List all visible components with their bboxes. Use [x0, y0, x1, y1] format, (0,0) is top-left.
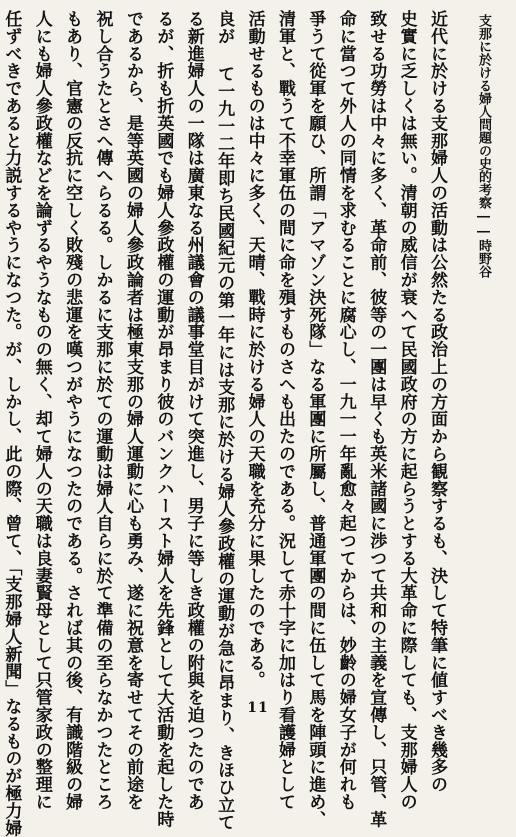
text-line: るが、折も折英國でも婦人參政權の運動が昂まり彼のバンクハースト婦人を先鋒として大活動を起した時: [153, 10, 174, 828]
text-line: もあり、官憲の反抗に空しく敗殘の悲運を嘆つがやうになつたのである。されば其の後、有識階級の婦: [62, 10, 83, 811]
text-line: 活動せるものは中々に多く、天晴、戰時に於ける婦人の天職を充分に果したのである。: [244, 10, 265, 689]
text-line: 祝し合うたとさへ傳へらるる。しかるに支那に於ての運動は婦人自らに於て準備の至らなかつたところ: [92, 10, 113, 811]
text-line: 清軍と、戰うて不幸軍伍の間に命を殞すものさへも出たのである。況して赤十字に加はり看護婦として: [274, 10, 295, 811]
text-line: る新進婦人の一隊は廣東なる州議會の議事堂目がけて突進し、男子に等しき政權の附與を迫つたのであ: [183, 10, 204, 811]
text-line: であるから、是等英國の婦人參政論者は極東支那の婦人運動に心も勇み、遂に祝意を寄せてその前途を: [122, 10, 143, 811]
text-line: 人にも婦人參政權などを論ずるやうなものの無く、却て婦人の天職は良妻賢母として只管家政の整理に: [31, 10, 52, 811]
text-line: 爭うて從軍を願ひ、所謂「アマゾン決死隊」なる軍團に所屬し、普通軍團の間に伍して馬を陣頭に進め、: [305, 10, 326, 828]
running-header: 支那に於ける婦人問題の史的考察――時野谷: [476, 14, 491, 278]
text-line: 致せる功勞は中々に多く、革命前、彼等の一團は早くも英米諸國に渉つて共和の主義を宣傳し、只管、革: [366, 10, 387, 828]
page-number: 11: [247, 700, 269, 716]
text-line: 良が て一九一二年即ち民國紀元の第一年には支那に於ける婦人參政權の運動が急に昂まり、きほひ立て: [214, 10, 235, 831]
text-line: 史實に乏しくは無い。清朝の威信が衰へて民國政府の方に起らうとする大革命に際しても、支那婦人の: [396, 10, 417, 811]
text-line: 近代に於ける支那婦人の活動は公然たる政治上の方面から観察するも、決して特筆に値すべき幾多の: [427, 10, 447, 793]
text-line: 任ずべきであると力説するやうになつた。が、しかし、此の際、曾て、「支那婦人新聞」なるものが極力婦: [1, 10, 22, 837]
text-line: 命に當つて外人の同情を求むることに腐心し、一九一一年亂愈々起つてからは、妙齡の婦女子が何れも: [335, 10, 356, 811]
